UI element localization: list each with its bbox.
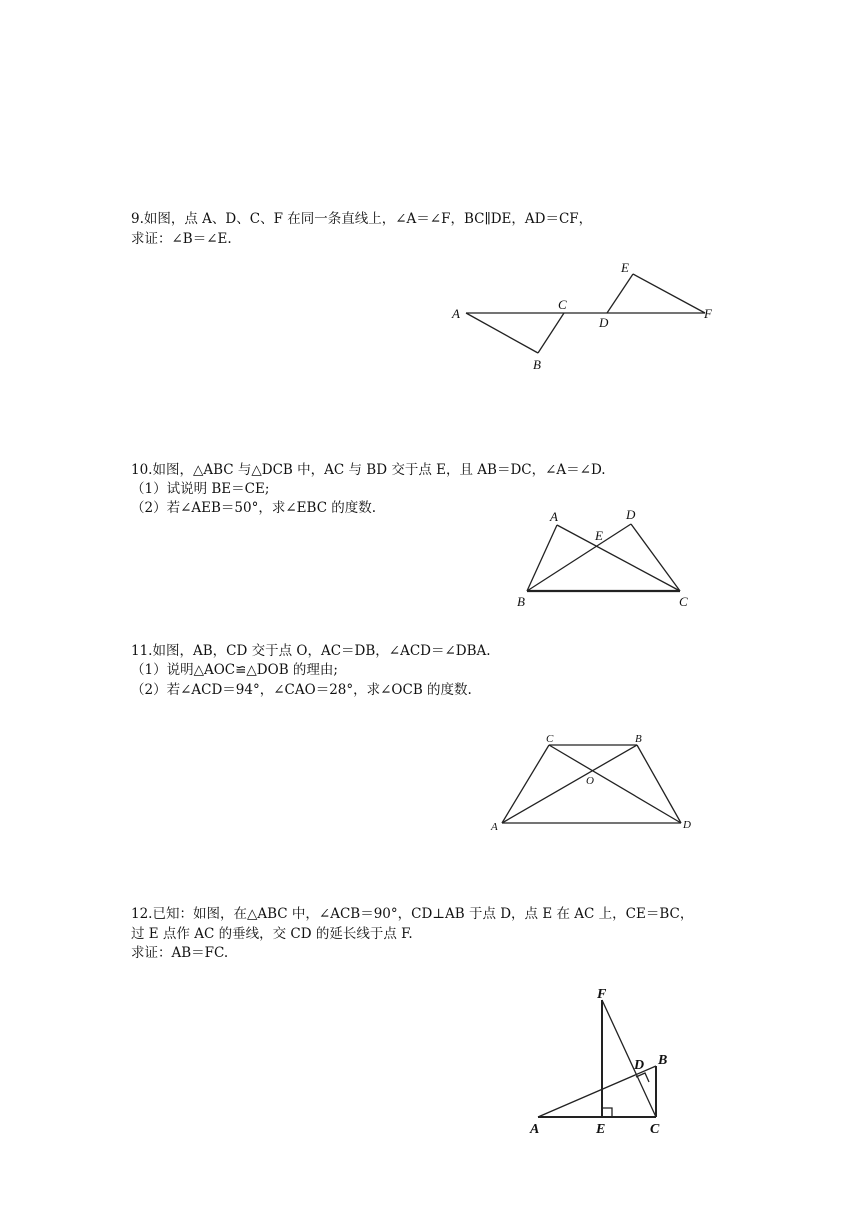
label-F: F (704, 306, 712, 321)
label-C: C (650, 1122, 660, 1137)
label-B: B (635, 733, 642, 745)
label-E: E (596, 1122, 606, 1137)
problem-10-part2: （2）若∠AEB＝50°，求∠EBC 的度数. (131, 500, 377, 516)
label-C: C (679, 594, 688, 609)
problem-11-part1: （1）说明△AOC≌△DOB 的理由; (131, 662, 338, 678)
problem-9-prove: 求证：∠B＝∠E. (131, 231, 232, 247)
label-B: B (533, 357, 541, 372)
problem-10-part1: （1）试说明 BE＝CE; (131, 481, 270, 497)
label-C: C (546, 733, 554, 745)
label-A: A (550, 509, 558, 524)
label-D: D (683, 819, 691, 831)
label-D: D (634, 1058, 645, 1073)
label-D: D (626, 507, 636, 522)
segment-FC (602, 1000, 656, 1117)
label-C: C (558, 297, 567, 312)
label-E: E (595, 528, 603, 543)
label-A: A (530, 1122, 540, 1137)
right-angle-mark-E (603, 1108, 612, 1117)
segment-AB (538, 1066, 656, 1117)
label-A: A (491, 821, 498, 833)
label-B: B (658, 1053, 668, 1068)
label-O: O (586, 775, 594, 787)
problem-12-statement: 12.已知：如图，在△ABC 中，∠ACB＝90°，CD⊥AB 于点 D，点 E 在 AC 上，CE＝BC， (131, 906, 694, 922)
label-B: B (517, 594, 525, 609)
label-E: E (621, 260, 629, 275)
problem-12-construction: 过 E 点作 AC 的垂线，交 CD 的延长线于点 F. (131, 926, 413, 942)
problem-9-statement: 9.如图，点 A、D、C、F 在同一条直线上，∠A＝∠F，BC∥DE，AD＝CF， (131, 211, 593, 227)
label-A: A (452, 306, 460, 321)
problem-11-statement: 11.如图，AB，CD 交于点 O，AC＝DB，∠ACD＝∠DBA. (131, 643, 491, 659)
label-D: D (599, 315, 609, 330)
problem-11-part2: （2）若∠ACD＝94°，∠CAO＝28°，求∠OCB 的度数. (131, 682, 472, 698)
problem-10-statement: 10.如图，△ABC 与△DCB 中，AC 与 BD 交于点 E，且 AB＝DC，∠A＝∠D. (131, 462, 606, 478)
problem-12-prove: 求证：AB＝FC. (131, 945, 229, 961)
label-F: F (597, 987, 607, 1002)
